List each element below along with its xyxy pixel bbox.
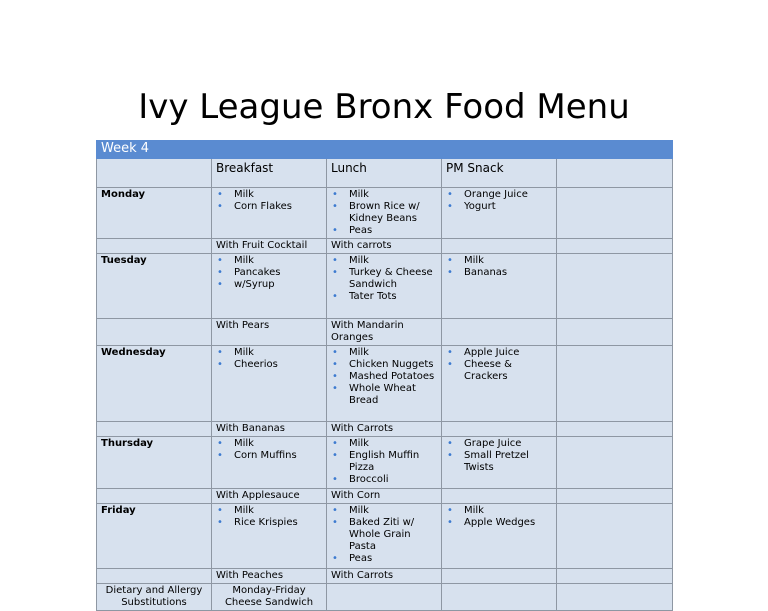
menu-item: • Broccoli xyxy=(345,474,437,486)
breakfast-side: With Pears xyxy=(212,319,327,346)
menu-item: • Rice Krispies xyxy=(230,517,322,529)
menu-item: • Milk xyxy=(345,505,437,517)
snack-list xyxy=(446,347,552,383)
empty-cell xyxy=(442,584,557,611)
menu-item: • Cheese & Crackers xyxy=(460,359,552,383)
breakfast-cell xyxy=(212,254,327,319)
menu-item: • Pancakes xyxy=(230,267,322,279)
lunch-side: With Mandarin Oranges xyxy=(327,319,442,346)
substitutions-row xyxy=(97,584,673,611)
corner-cell xyxy=(97,159,212,188)
empty-cell xyxy=(442,569,557,584)
menu-item: • Apple Juice xyxy=(460,347,552,359)
snack-cell xyxy=(442,188,557,239)
menu-item: • Milk xyxy=(345,347,437,359)
side-row-monday xyxy=(97,239,673,254)
breakfast-side: With Applesauce xyxy=(212,489,327,504)
empty-cell xyxy=(557,569,673,584)
lunch-side: With Carrots xyxy=(327,422,442,437)
week-header-row xyxy=(97,141,673,159)
menu-item: • Baked Ziti w/ Whole Grain Pasta xyxy=(345,517,437,553)
breakfast-side: With Peaches xyxy=(212,569,327,584)
breakfast-side: With Fruit Cocktail xyxy=(212,239,327,254)
side-row-tuesday xyxy=(97,319,673,346)
snack-list xyxy=(446,255,552,279)
menu-item: • Milk xyxy=(345,189,437,201)
day-row-thursday xyxy=(97,437,673,489)
snack-cell xyxy=(442,254,557,319)
breakfast-list xyxy=(216,255,322,291)
menu-item: • Orange Juice xyxy=(460,189,552,201)
lunch-list xyxy=(331,255,437,303)
menu-item: • Mashed Potatoes xyxy=(345,371,437,383)
empty-cell xyxy=(97,489,212,504)
menu-item: • Milk xyxy=(345,438,437,450)
menu-item: • Turkey & Cheese Sandwich xyxy=(345,267,437,291)
menu-item: • Peas xyxy=(345,553,437,565)
side-row-wednesday xyxy=(97,422,673,437)
lunch-cell xyxy=(327,254,442,319)
empty-cell xyxy=(557,489,673,504)
day-row-wednesday xyxy=(97,346,673,422)
empty-cell xyxy=(327,584,442,611)
menu-item: • Milk xyxy=(230,255,322,267)
substitutions-breakfast: Monday-Friday Cheese Sandwich xyxy=(212,584,327,611)
page-title: Ivy League Bronx Food Menu xyxy=(138,87,630,127)
breakfast-list xyxy=(216,347,322,371)
menu-item: • Milk xyxy=(460,255,552,267)
empty-cell xyxy=(557,239,673,254)
empty-cell xyxy=(97,319,212,346)
side-row-thursday xyxy=(97,489,673,504)
empty-cell xyxy=(442,239,557,254)
empty-cell xyxy=(557,188,673,239)
empty-cell xyxy=(97,239,212,254)
snack-cell xyxy=(442,504,557,569)
menu-item: • Corn Flakes xyxy=(230,201,322,213)
lunch-list xyxy=(331,347,437,407)
lunch-side: With carrots xyxy=(327,239,442,254)
day-name: Wednesday xyxy=(97,346,212,422)
empty-cell xyxy=(557,504,673,569)
menu-item: • Milk xyxy=(345,255,437,267)
menu-item: • Peas xyxy=(345,225,437,237)
snack-list xyxy=(446,189,552,213)
menu-item: • w/Syrup xyxy=(230,279,322,291)
lunch-cell xyxy=(327,504,442,569)
menu-item: • Tater Tots xyxy=(345,291,437,303)
lunch-cell xyxy=(327,188,442,239)
day-row-friday xyxy=(97,504,673,569)
column-header-extra xyxy=(557,159,673,188)
column-header-lunch: Lunch xyxy=(327,159,442,188)
menu-item: • English Muffin Pizza xyxy=(345,450,437,474)
menu-item: • Milk xyxy=(230,505,322,517)
breakfast-list xyxy=(216,189,322,213)
menu-item: • Small Pretzel Twists xyxy=(460,450,552,474)
column-header-row xyxy=(97,159,673,188)
menu-table xyxy=(96,140,673,611)
lunch-cell xyxy=(327,346,442,422)
menu-item: • Milk xyxy=(230,347,322,359)
lunch-list xyxy=(331,189,437,237)
lunch-list xyxy=(331,505,437,565)
lunch-side: With Carrots xyxy=(327,569,442,584)
empty-cell xyxy=(557,319,673,346)
breakfast-cell xyxy=(212,346,327,422)
snack-cell xyxy=(442,346,557,422)
side-row-friday xyxy=(97,569,673,584)
breakfast-list xyxy=(216,505,322,529)
empty-cell xyxy=(557,346,673,422)
menu-item: • Apple Wedges xyxy=(460,517,552,529)
lunch-side: With Corn xyxy=(327,489,442,504)
day-row-tuesday xyxy=(97,254,673,319)
empty-cell xyxy=(442,319,557,346)
breakfast-cell xyxy=(212,504,327,569)
menu-item: • Milk xyxy=(460,505,552,517)
snack-list xyxy=(446,505,552,529)
empty-cell xyxy=(442,422,557,437)
menu-item: • Yogurt xyxy=(460,201,552,213)
day-name: Thursday xyxy=(97,437,212,489)
lunch-list xyxy=(331,438,437,486)
menu-item: • Bananas xyxy=(460,267,552,279)
breakfast-cell xyxy=(212,437,327,489)
breakfast-cell xyxy=(212,188,327,239)
day-row-monday xyxy=(97,188,673,239)
breakfast-list xyxy=(216,438,322,462)
empty-cell xyxy=(557,422,673,437)
menu-item: • Whole Wheat Bread xyxy=(345,383,437,407)
snack-cell xyxy=(442,437,557,489)
menu-item: • Chicken Nuggets xyxy=(345,359,437,371)
breakfast-side: With Bananas xyxy=(212,422,327,437)
menu-item: • Brown Rice w/ Kidney Beans xyxy=(345,201,437,225)
menu-item: • Milk xyxy=(230,189,322,201)
column-header-pm-snack: PM Snack xyxy=(442,159,557,188)
menu-item: • Corn Muffins xyxy=(230,450,322,462)
empty-cell xyxy=(557,254,673,319)
empty-cell xyxy=(97,569,212,584)
menu-item: • Grape Juice xyxy=(460,438,552,450)
day-name: Friday xyxy=(97,504,212,569)
empty-cell xyxy=(97,422,212,437)
day-name: Monday xyxy=(97,188,212,239)
empty-cell xyxy=(557,584,673,611)
day-name: Tuesday xyxy=(97,254,212,319)
week-label: Week 4 xyxy=(97,141,673,159)
empty-cell xyxy=(442,489,557,504)
menu-item: • Cheerios xyxy=(230,359,322,371)
snack-list xyxy=(446,438,552,474)
lunch-cell xyxy=(327,437,442,489)
column-header-breakfast: Breakfast xyxy=(212,159,327,188)
empty-cell xyxy=(557,437,673,489)
substitutions-label: Dietary and Allergy Substitutions xyxy=(97,584,212,611)
menu-item: • Milk xyxy=(230,438,322,450)
